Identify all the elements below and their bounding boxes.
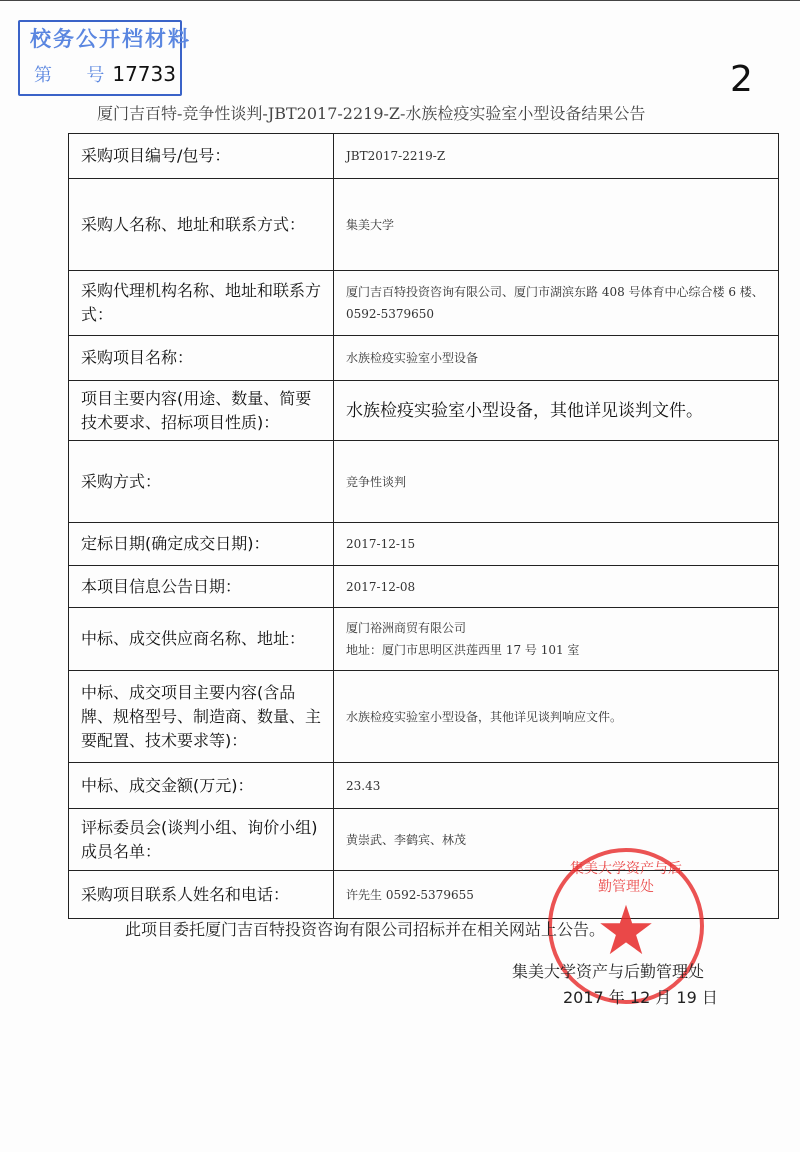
footer-note: 此项目委托厦门吉百特投资咨询有限公司招标并在相关网站上公告。	[125, 920, 606, 939]
supplier-address: 地址：厦门市思明区洪莲西里 17 号 101 室	[346, 643, 580, 657]
table-row	[69, 271, 779, 336]
table-row	[69, 336, 779, 381]
row-label: 采购项目名称：	[69, 336, 334, 381]
stamp-title: 校务公开档材料	[30, 26, 191, 51]
page-number: 2	[730, 59, 753, 100]
stamp-number: 17733	[112, 62, 176, 86]
announcement-table	[68, 133, 779, 919]
table-row	[69, 671, 779, 763]
row-label: 中标、成交供应商名称、地址：	[69, 608, 334, 671]
row-value: 厦门吉百特投资咨询有限公司、厦门市湖滨东路 408 号体育中心综合楼 6 楼、0592-5379650	[334, 271, 779, 336]
row-label: 定标日期(确定成交日期)：	[69, 523, 334, 566]
row-value: 23.43	[334, 763, 779, 809]
row-value: 黄崇武、李鹤宾、林茂	[334, 809, 779, 871]
signature-date: 2017 年 12 月 19 日	[563, 988, 718, 1007]
row-label: 采购人名称、地址和联系方式：	[69, 179, 334, 271]
stamp-number-row	[34, 62, 176, 88]
row-value: 集美大学	[334, 179, 779, 271]
row-label: 采购代理机构名称、地址和联系方式：	[69, 271, 334, 336]
table-row	[69, 179, 779, 271]
table-row	[69, 608, 779, 671]
star-icon	[598, 902, 654, 958]
row-label: 采购项目编号/包号：	[69, 134, 334, 179]
signature-org: 集美大学资产与后勤管理处	[512, 962, 705, 981]
scan-edge	[0, 0, 800, 1]
row-label: 采购项目联系人姓名和电话：	[69, 871, 334, 919]
row-label: 评标委员会(谈判小组、询价小组)成员名单：	[69, 809, 334, 871]
row-value: 水族检疫实验室小型设备，其他详见谈判文件。	[334, 381, 779, 441]
seal-text: 集美大学资产与后勤管理处	[570, 861, 682, 895]
row-value: 水族检疫实验室小型设备，其他详见谈判响应文件。	[334, 671, 779, 763]
table-row	[69, 566, 779, 608]
row-value: 竞争性谈判	[334, 441, 779, 523]
table-row	[69, 134, 779, 179]
row-label: 本项目信息公告日期：	[69, 566, 334, 608]
table-row	[69, 441, 779, 523]
table-row	[69, 763, 779, 809]
row-value: JBT2017-2219-Z	[334, 134, 779, 179]
table-row	[69, 381, 779, 441]
row-value	[334, 608, 779, 671]
row-label: 项目主要内容(用途、数量、简要技术要求、招标项目性质)：	[69, 381, 334, 441]
row-label: 中标、成交金额(万元)：	[69, 763, 334, 809]
document-title: 厦门吉百特-竞争性谈判-JBT2017-2219-Z-水族检疫实验室小型设备结果公告	[97, 104, 646, 123]
row-value: 水族检疫实验室小型设备	[334, 336, 779, 381]
stamp-label: 第 号	[34, 65, 105, 86]
row-label: 中标、成交项目主要内容(含品牌、规格型号、制造商、数量、主要配置、技术要求等)：	[69, 671, 334, 763]
row-value: 2017-12-08	[334, 566, 779, 608]
row-value: 2017-12-15	[334, 523, 779, 566]
table-row	[69, 523, 779, 566]
row-value: 许先生 0592-5379655	[334, 871, 779, 919]
archive-stamp	[18, 20, 191, 96]
row-label: 采购方式：	[69, 441, 334, 523]
supplier-name: 厦门裕洲商贸有限公司	[346, 621, 467, 635]
